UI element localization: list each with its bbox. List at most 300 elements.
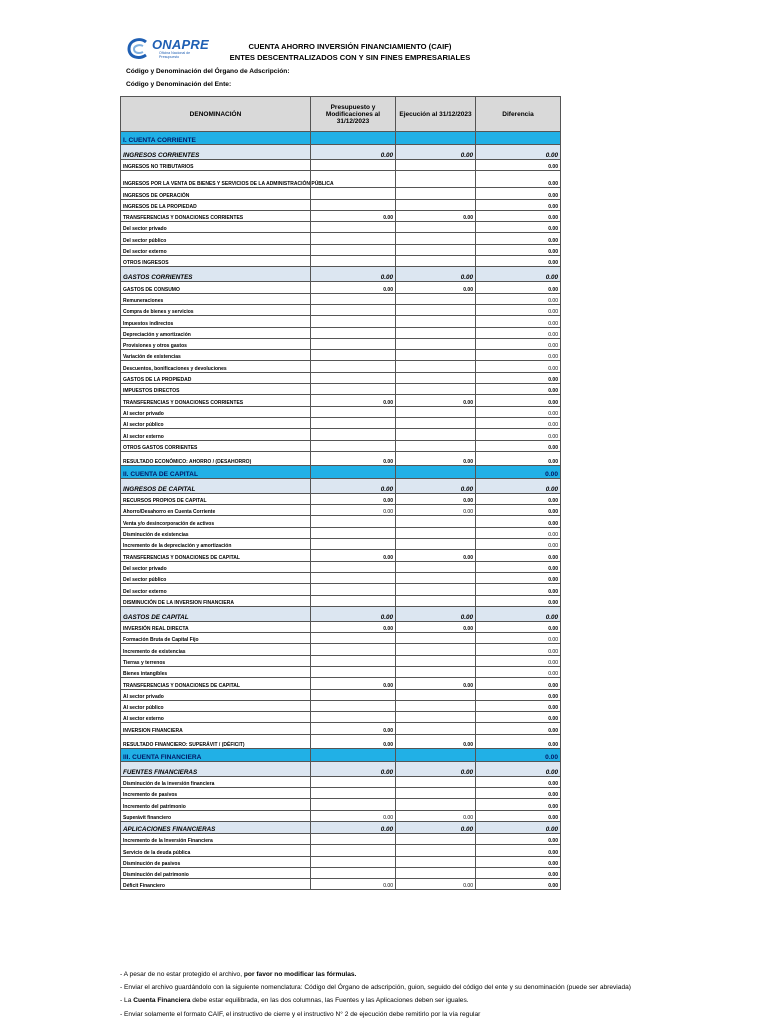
cell-ejecucion: 0.00: [396, 451, 476, 465]
row-label: Remuneraciones: [121, 293, 311, 304]
row-label: Al sector público: [121, 417, 311, 428]
row-label: Disminución de pasivos: [121, 856, 311, 867]
row-label: INGRESOS DE OPERACIÓN: [121, 188, 311, 199]
cell-presupuesto: [311, 406, 396, 417]
cell-ejecucion: [396, 384, 476, 395]
cell-diferencia: 0.00: [476, 678, 561, 689]
table-row: [121, 282, 561, 293]
table-row: [121, 527, 561, 538]
table-row: [121, 171, 561, 188]
table-row: [121, 233, 561, 244]
cell-presupuesto: [311, 799, 396, 810]
cell-ejecucion: [396, 132, 476, 145]
table-row: [121, 561, 561, 572]
cell-presupuesto: [311, 644, 396, 655]
cell-ejecucion: [396, 361, 476, 372]
cell-diferencia: 0.00: [476, 516, 561, 527]
row-label: I. CUENTA CORRIENTE: [121, 132, 311, 145]
cell-presupuesto: 0.00: [311, 478, 396, 493]
cell-presupuesto: 0.00: [311, 493, 396, 504]
group-row: [121, 267, 561, 282]
cell-diferencia: 0.00: [476, 833, 561, 844]
table-row: [121, 595, 561, 606]
cell-presupuesto: [311, 776, 396, 787]
row-label: TRANSFERENCIAS Y DONACIONES DE CAPITAL: [121, 550, 311, 561]
cell-diferencia: 0.00: [476, 338, 561, 349]
cell-presupuesto: [311, 700, 396, 711]
cell-ejecucion: [396, 776, 476, 787]
cell-diferencia: 0.00: [476, 776, 561, 787]
row-label: Incremento de existencias: [121, 644, 311, 655]
section-row: [121, 132, 561, 145]
cell-ejecucion: 0.00: [396, 606, 476, 621]
cell-ejecucion: [396, 188, 476, 199]
cell-ejecucion: 0.00: [396, 493, 476, 504]
cell-presupuesto: [311, 222, 396, 233]
note-text: debe estar equilibrada, en las dos columnas, las Fuentes y las Aplicaciones deben ser iguales.: [190, 997, 469, 1005]
row-label: III. CUENTA FINANCIERA: [121, 748, 311, 761]
cell-diferencia: 0.00: [476, 666, 561, 677]
cell-diferencia: 0.00: [476, 361, 561, 372]
cell-ejecucion: 0.00: [396, 879, 476, 890]
table-body: [121, 132, 561, 890]
table-row: [121, 429, 561, 440]
row-label: GASTOS DE CONSUMO: [121, 282, 311, 293]
row-label: Disminución de la inversión financiera: [121, 776, 311, 787]
cell-ejecucion: 0.00: [396, 621, 476, 632]
report-subtitle: ENTES DESCENTRALIZADOS CON Y SIN FINES EMPRESARIALES: [229, 53, 471, 62]
row-label: Del sector privado: [121, 222, 311, 233]
cell-ejecucion: 0.00: [396, 810, 476, 821]
table-row: [121, 406, 561, 417]
cell-diferencia: 0.00: [476, 256, 561, 267]
row-label: INGRESOS CORRIENTES: [121, 145, 311, 160]
table-row: [121, 372, 561, 383]
table-row: [121, 833, 561, 844]
cell-presupuesto: [311, 372, 396, 383]
cell-diferencia: 0.00: [476, 199, 561, 210]
row-label: Descuentos, bonificaciones y devoluciones: [121, 361, 311, 372]
cell-diferencia: 0.00: [476, 478, 561, 493]
row-label: INGRESOS DE LA PROPIEDAD: [121, 199, 311, 210]
cell-ejecucion: [396, 666, 476, 677]
cell-presupuesto: [311, 561, 396, 572]
cell-presupuesto: [311, 516, 396, 527]
table-row: [121, 655, 561, 666]
row-label: Disminución de existencias: [121, 527, 311, 538]
cell-ejecucion: [396, 595, 476, 606]
row-label: Compra de bienes y servicios: [121, 304, 311, 315]
cell-presupuesto: 0.00: [311, 210, 396, 221]
cell-diferencia: 0.00: [476, 689, 561, 700]
table-row: [121, 293, 561, 304]
row-label: Al sector externo: [121, 712, 311, 723]
row-label: GASTOS CORRIENTES: [121, 267, 311, 282]
cell-presupuesto: [311, 856, 396, 867]
table-row: [121, 788, 561, 799]
table-row: [121, 776, 561, 787]
table-row: [121, 516, 561, 527]
cell-presupuesto: [311, 689, 396, 700]
note-emphasis: Cuenta Financiera: [133, 997, 191, 1005]
table-row: [121, 395, 561, 406]
cell-presupuesto: 0.00: [311, 761, 396, 776]
note-line: [120, 994, 760, 1007]
cell-ejecucion: [396, 160, 476, 171]
cell-diferencia: 0.00: [476, 210, 561, 221]
cell-diferencia: 0.00: [476, 188, 561, 199]
row-label: Superávit financiero: [121, 810, 311, 821]
cell-presupuesto: [311, 304, 396, 315]
table-row: [121, 188, 561, 199]
note-text: - Enviar solamente el formato CAIF, el instructivo de cierre y el instructivo N° 2 de ejecución debe remitirlo por la vía regular: [120, 1010, 481, 1018]
table-row: [121, 799, 561, 810]
cell-diferencia: 0.00: [476, 222, 561, 233]
cell-diferencia: 0.00: [476, 821, 561, 833]
cell-diferencia: 0.00: [476, 621, 561, 632]
cell-diferencia: 0.00: [476, 327, 561, 338]
cell-diferencia: 0.00: [476, 406, 561, 417]
cell-diferencia: 0.00: [476, 584, 561, 595]
cell-diferencia: 0.00: [476, 761, 561, 776]
cell-presupuesto: 0.00: [311, 621, 396, 632]
table-row: [121, 550, 561, 561]
cell-ejecucion: [396, 644, 476, 655]
cell-presupuesto: 0.00: [311, 879, 396, 890]
cell-ejecucion: [396, 539, 476, 550]
cell-presupuesto: 0.00: [311, 606, 396, 621]
cell-ejecucion: [396, 465, 476, 478]
cell-ejecucion: [396, 233, 476, 244]
row-label: TRANSFERENCIAS Y DONACIONES DE CAPITAL: [121, 678, 311, 689]
cell-diferencia: 0.00: [476, 748, 561, 761]
note-text: - Enviar el archivo guardándolo con la siguiente nomenclatura: Código del Órgano de adscripción, guion, seguido del código del ente y su denominación (puede ser abreviada): [120, 984, 631, 992]
cell-ejecucion: [396, 712, 476, 723]
cell-ejecucion: [396, 561, 476, 572]
cell-presupuesto: 0.00: [311, 145, 396, 160]
table-row: [121, 584, 561, 595]
cell-diferencia: 0.00: [476, 788, 561, 799]
table-row: [121, 350, 561, 361]
cell-ejecucion: [396, 256, 476, 267]
row-label: Formación Bruta de Capital Fijo: [121, 633, 311, 644]
cell-presupuesto: [311, 316, 396, 327]
cell-ejecucion: [396, 199, 476, 210]
cell-ejecucion: 0.00: [396, 550, 476, 561]
cell-ejecucion: 0.00: [396, 282, 476, 293]
row-label: Incremento del patrimonio: [121, 799, 311, 810]
row-label: GASTOS DE LA PROPIEDAD: [121, 372, 311, 383]
cell-presupuesto: [311, 338, 396, 349]
cell-presupuesto: 0.00: [311, 821, 396, 833]
table-row: [121, 210, 561, 221]
table-row: [121, 160, 561, 171]
table-header-row: [121, 97, 561, 132]
cell-presupuesto: [311, 440, 396, 451]
onapre-logo-mark-icon: [126, 38, 152, 60]
cell-ejecucion: [396, 244, 476, 255]
table-row: [121, 644, 561, 655]
cell-ejecucion: [396, 417, 476, 428]
row-label: Incremento de la depreciación y amortización: [121, 539, 311, 550]
row-label: Al sector externo: [121, 429, 311, 440]
cell-diferencia: 0.00: [476, 505, 561, 516]
table-row: [121, 505, 561, 516]
table-row: [121, 678, 561, 689]
cell-presupuesto: [311, 666, 396, 677]
cell-ejecucion: [396, 845, 476, 856]
cell-ejecucion: [396, 293, 476, 304]
note-text: - La: [120, 997, 134, 1005]
cell-ejecucion: [396, 527, 476, 538]
cell-diferencia: 0.00: [476, 233, 561, 244]
row-label: Servicio de la deuda pública: [121, 845, 311, 856]
cell-diferencia: 0.00: [476, 160, 561, 171]
cell-diferencia: 0.00: [476, 799, 561, 810]
row-label: RESULTADO FINANCIERO: SUPERÁVIT / (DÉFICIT): [121, 734, 311, 748]
row-label: Venta y/o desincorporación de activos: [121, 516, 311, 527]
cell-presupuesto: [311, 712, 396, 723]
cell-presupuesto: [311, 584, 396, 595]
cell-diferencia: 0.00: [476, 606, 561, 621]
row-label: II. CUENTA DE CAPITAL: [121, 465, 311, 478]
cell-presupuesto: [311, 867, 396, 878]
row-label: APLICACIONES FINANCIERAS: [121, 821, 311, 833]
cell-diferencia: 0.00: [476, 395, 561, 406]
cell-diferencia: 0.00: [476, 384, 561, 395]
cell-ejecucion: 0.00: [396, 678, 476, 689]
cell-ejecucion: [396, 429, 476, 440]
cell-ejecucion: [396, 748, 476, 761]
cell-diferencia: 0.00: [476, 572, 561, 583]
table-row: [121, 244, 561, 255]
cell-presupuesto: [311, 655, 396, 666]
cell-presupuesto: [311, 327, 396, 338]
table-row: [121, 689, 561, 700]
cell-presupuesto: [311, 199, 396, 210]
cell-ejecucion: 0.00: [396, 734, 476, 748]
cell-ejecucion: 0.00: [396, 761, 476, 776]
cell-ejecucion: 0.00: [396, 821, 476, 833]
note-emphasis: por favor no modificar las fórmulas.: [243, 971, 357, 978]
row-label: OTROS GASTOS CORRIENTES: [121, 440, 311, 451]
cell-presupuesto: [311, 361, 396, 372]
row-label: IMPUESTOS DIRECTOS: [121, 384, 311, 395]
cell-ejecucion: 0.00: [396, 478, 476, 493]
organo-label: Código y Denominación del Órgano de Adscripción:: [126, 68, 290, 75]
cell-presupuesto: 0.00: [311, 395, 396, 406]
cell-ejecucion: [396, 338, 476, 349]
table-row: [121, 222, 561, 233]
row-label: Del sector público: [121, 572, 311, 583]
table-row: [121, 493, 561, 504]
row-label: Incremento de pasivos: [121, 788, 311, 799]
table-row: [121, 440, 561, 451]
logo-subtitle: Oficina Nacional de Presupuesto: [159, 51, 191, 59]
cell-ejecucion: [396, 516, 476, 527]
table-row: [121, 621, 561, 632]
row-label: Del sector externo: [121, 244, 311, 255]
row-label: Ahorro/Desahorro en Cuenta Corriente: [121, 505, 311, 516]
cell-ejecucion: [396, 316, 476, 327]
cell-presupuesto: 0.00: [311, 723, 396, 734]
cell-ejecucion: [396, 584, 476, 595]
cell-ejecucion: [396, 833, 476, 844]
row-label: Del sector público: [121, 233, 311, 244]
cell-presupuesto: [311, 845, 396, 856]
table-row: [121, 845, 561, 856]
table-row: [121, 539, 561, 550]
cell-diferencia: 0.00: [476, 171, 561, 188]
cell-ejecucion: [396, 171, 476, 188]
table-row: [121, 700, 561, 711]
table-row: [121, 316, 561, 327]
row-label: INGRESOS NO TRIBUTARIOS: [121, 160, 311, 171]
cell-ejecucion: [396, 222, 476, 233]
cell-ejecucion: 0.00: [396, 267, 476, 282]
table-row: [121, 417, 561, 428]
row-label: Tierras y terrenos: [121, 655, 311, 666]
row-label: Al sector privado: [121, 406, 311, 417]
row-label: Provisiones y otros gastos: [121, 338, 311, 349]
section-row: [121, 748, 561, 761]
cell-diferencia: 0.00: [476, 723, 561, 734]
group-row: [121, 606, 561, 621]
table-row: [121, 723, 561, 734]
cell-presupuesto: [311, 527, 396, 538]
cell-diferencia: 0.00: [476, 451, 561, 465]
cell-presupuesto: [311, 595, 396, 606]
cell-diferencia: 0.00: [476, 372, 561, 383]
table-row: [121, 879, 561, 890]
table-row: [121, 810, 561, 821]
cell-presupuesto: [311, 384, 396, 395]
table-row: [121, 338, 561, 349]
row-label: OTROS INGRESOS: [121, 256, 311, 267]
cell-diferencia: 0.00: [476, 417, 561, 428]
column-header-denominacion: DENOMINACIÓN: [121, 97, 311, 132]
cell-diferencia: 0.00: [476, 633, 561, 644]
cell-diferencia: 0.00: [476, 465, 561, 478]
row-label: DISMINUCIÓN DE LA INVERSION FINANCIERA: [121, 595, 311, 606]
cell-diferencia: 0.00: [476, 267, 561, 282]
cell-diferencia: 0.00: [476, 282, 561, 293]
cell-presupuesto: [311, 465, 396, 478]
row-label: INVERSION FINANCIERA: [121, 723, 311, 734]
table-row: [121, 327, 561, 338]
row-label: Depreciación y amortización: [121, 327, 311, 338]
cell-ejecucion: [396, 304, 476, 315]
section-row: [121, 465, 561, 478]
cell-presupuesto: [311, 572, 396, 583]
cell-diferencia: 0.00: [476, 712, 561, 723]
cell-ejecucion: 0.00: [396, 145, 476, 160]
group-row: [121, 821, 561, 833]
cell-diferencia: [476, 132, 561, 145]
row-label: Al sector privado: [121, 689, 311, 700]
table-row: [121, 256, 561, 267]
row-label: Impuestos indirectos: [121, 316, 311, 327]
cell-presupuesto: [311, 293, 396, 304]
table-row: [121, 633, 561, 644]
cell-diferencia: 0.00: [476, 856, 561, 867]
cell-diferencia: 0.00: [476, 879, 561, 890]
cell-presupuesto: 0.00: [311, 550, 396, 561]
row-label: RECURSOS PROPIOS DE CAPITAL: [121, 493, 311, 504]
cell-diferencia: 0.00: [476, 644, 561, 655]
cell-diferencia: 0.00: [476, 244, 561, 255]
row-label: RESULTADO ECONÓMICO: AHORRO / (DESAHORRO): [121, 451, 311, 465]
row-label: Incremento de la Inversión Financiera: [121, 833, 311, 844]
row-label: TRANSFERENCIAS Y DONACIONES CORRIENTES: [121, 210, 311, 221]
cell-ejecucion: [396, 856, 476, 867]
cell-presupuesto: [311, 748, 396, 761]
column-header-diferencia: Diferencia: [476, 97, 561, 132]
row-label: Déficit Financiero: [121, 879, 311, 890]
cell-presupuesto: [311, 233, 396, 244]
cell-diferencia: 0.00: [476, 440, 561, 451]
table-row: [121, 199, 561, 210]
cell-ejecucion: [396, 372, 476, 383]
cell-presupuesto: [311, 132, 396, 145]
cell-diferencia: 0.00: [476, 145, 561, 160]
cell-ejecucion: 0.00: [396, 210, 476, 221]
table-row: [121, 361, 561, 372]
cell-ejecucion: [396, 723, 476, 734]
cell-presupuesto: 0.00: [311, 267, 396, 282]
note-line: [120, 968, 760, 981]
cell-ejecucion: [396, 406, 476, 417]
cell-diferencia: 0.00: [476, 293, 561, 304]
cell-presupuesto: [311, 633, 396, 644]
row-label: TRANSFERENCIAS Y DONACIONES CORRIENTES: [121, 395, 311, 406]
cell-ejecucion: [396, 689, 476, 700]
ente-label: Código y Denominación del Ente:: [126, 81, 232, 88]
cell-presupuesto: [311, 188, 396, 199]
group-row: [121, 145, 561, 160]
row-label: FUENTES FINANCIERAS: [121, 761, 311, 776]
cell-ejecucion: [396, 788, 476, 799]
row-label: Bienes intangibles: [121, 666, 311, 677]
note-text: - A pesar de no estar protegido el archivo,: [120, 971, 244, 978]
table-row: [121, 384, 561, 395]
cell-presupuesto: 0.00: [311, 451, 396, 465]
cell-diferencia: 0.00: [476, 539, 561, 550]
row-label: Del sector privado: [121, 561, 311, 572]
cell-ejecucion: [396, 655, 476, 666]
cell-presupuesto: 0.00: [311, 678, 396, 689]
cell-diferencia: 0.00: [476, 734, 561, 748]
cell-diferencia: 0.00: [476, 845, 561, 856]
cell-presupuesto: 0.00: [311, 282, 396, 293]
cell-presupuesto: [311, 160, 396, 171]
cell-ejecucion: [396, 350, 476, 361]
cell-diferencia: 0.00: [476, 429, 561, 440]
group-row: [121, 478, 561, 493]
logo-wordmark: ONAPRE: [152, 37, 209, 52]
table-row: [121, 666, 561, 677]
cell-presupuesto: [311, 417, 396, 428]
cell-presupuesto: [311, 539, 396, 550]
table-row: [121, 712, 561, 723]
cell-diferencia: 0.00: [476, 350, 561, 361]
row-label: GASTOS DE CAPITAL: [121, 606, 311, 621]
cell-diferencia: 0.00: [476, 655, 561, 666]
cell-ejecucion: [396, 867, 476, 878]
row-label: Disminución del patrimonio: [121, 867, 311, 878]
cell-presupuesto: [311, 256, 396, 267]
cell-diferencia: 0.00: [476, 304, 561, 315]
